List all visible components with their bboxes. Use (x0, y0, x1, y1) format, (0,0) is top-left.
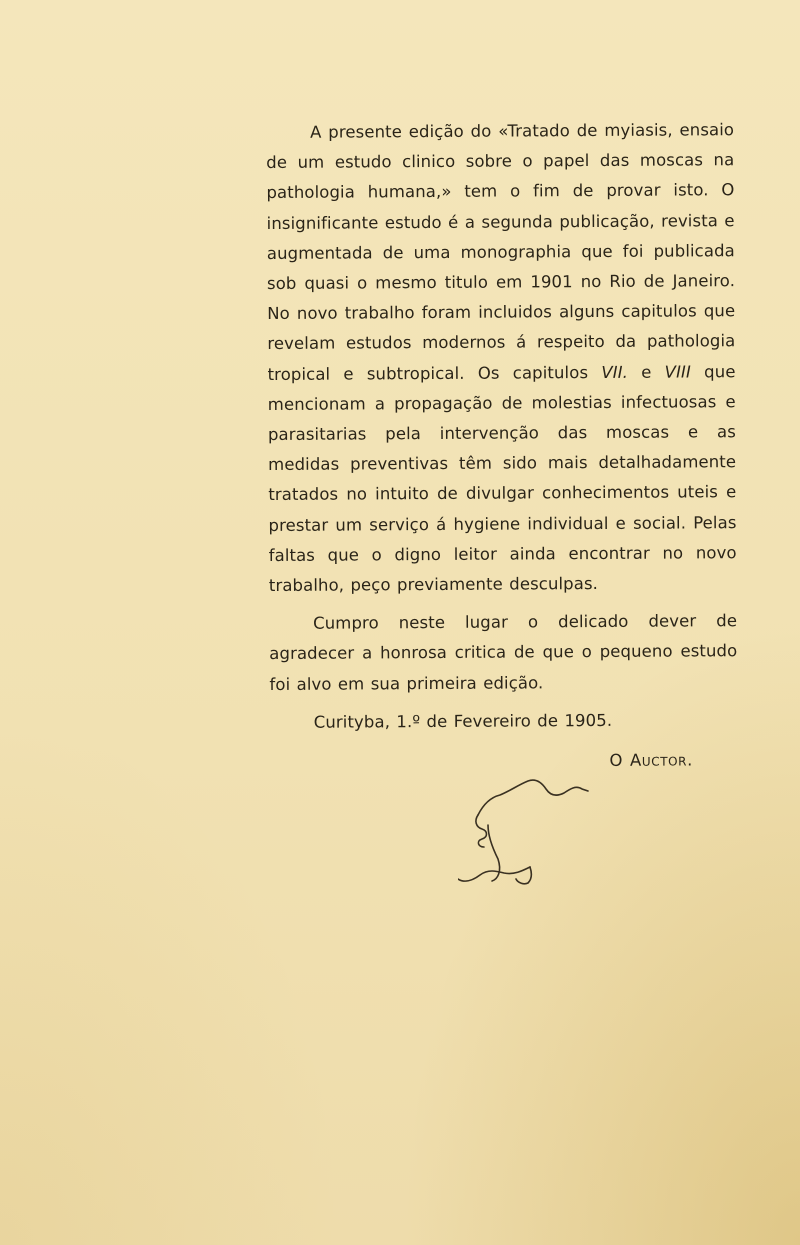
signature: O Auctor. (609, 750, 693, 770)
preface-text (266, 115, 738, 778)
conjunction: e (641, 362, 652, 382)
paragraph-2: Cumpro neste lugar o delicado dever de agradecer a honrosa critica de que o pequeno estudo foi alvo em sua primeira edição. (269, 611, 738, 694)
paragraph-1-end: que mencionam a propagação de molestias infectuosas e parasitarias pela intervenção das moscas e as medidas preventivas têm sido mais detalhadamente tratados no intuito de divulgar conhecimentos uteis e prestar um serviço á hygiene individual e social. Pelas faltas que o digno leitor ainda encontrar no novo trabalho, peço previamente desculpas. (267, 361, 737, 596)
paragraph-1-start: A presente edição do «Tratado de myiasis, ensaio de um estudo clinico sobre o papel das moscas na pathologia humana,» tem o fim de provar isto. O insignificante estudo é a segunda publicação, revista e augmentada de uma monographia que foi publicada sob quasi o mesmo titulo em 1901 no Rio de Janeiro. No novo trabalho foram incluidos alguns capitulos que revelam estudos modernos á respeito da pathologia tropical e subtropical. Os capitulos (266, 120, 736, 384)
chapter-vii: VII. (601, 362, 629, 382)
paragraph-1 (266, 115, 737, 601)
date-line: Curityba, 1.º de Fevereiro de 1905. (313, 710, 613, 732)
flourish-ornament-icon (458, 775, 638, 885)
chapter-viii: VIII (664, 362, 692, 382)
